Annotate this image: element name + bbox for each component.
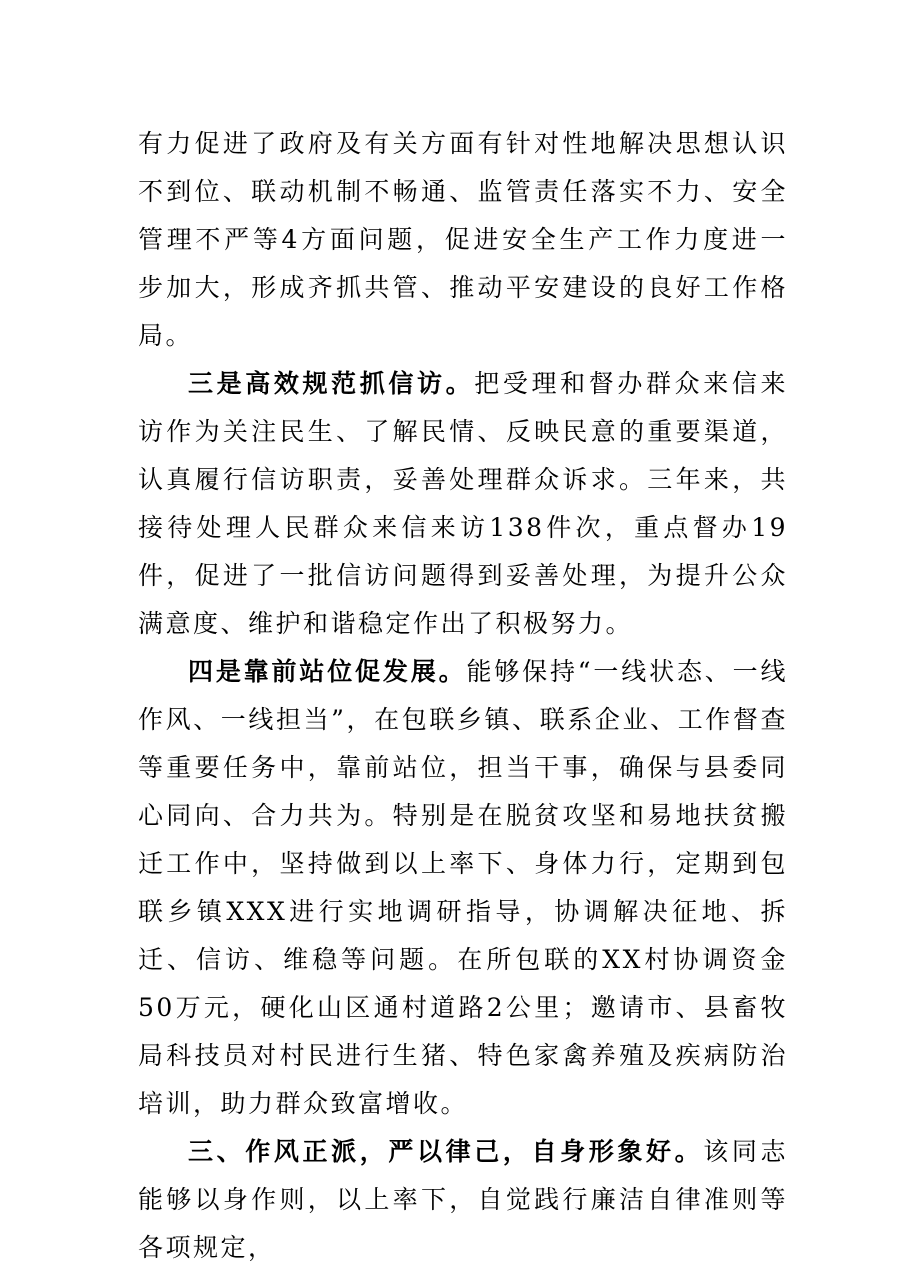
paragraph-text: 把受理和督办群众来信来访作为关注民生、了解民情、反映民意的重要渠道，认真履行信访职责，妥善处理群众诉求。三年来，共接待处理人民群众来信来访138件次，重点督办19件，促进了一批信访问题得到妥善处理，为提升公众满意度、维护和谐稳定作出了积极努力。: [138, 369, 788, 638]
paragraph-continuation: [138, 120, 788, 360]
paragraph-text: 有力促进了政府及有关方面有针对性地解决思想认识不到位、联动机制不畅通、监管责任落实不力、安全管理不严等4方面问题，促进安全生产工作力度进一步加大，形成齐抓共管、推动平安建设的良好工作格局。: [138, 129, 788, 350]
paragraph-lead: 三、作风正派，严以律己，自身形象好。: [188, 1137, 704, 1166]
paragraph-petitions: [138, 360, 788, 648]
paragraph-text: 能够保持“一线状态、一线作风、一线担当”，在包联乡镇、联系企业、工作督查等重要任务中，靠前站位，担当干事，确保与县委同心同向、合力共为。特别是在脱贫攻坚和易地扶贫搬迁工作中，坚持做到以上率下、身体力行，定期到包联乡镇XXX进行实地调研指导，协调解决征地、拆迁、信访、维稳等问题。在所包联的XX村协调资金50万元，硬化山区通村道路2公里；邀请市、县畜牧局科技员对村民进行生猪、特色家禽养殖及疾病防治培训，助力群众致富增收。: [138, 657, 788, 1118]
document-body: [138, 120, 788, 1272]
paragraph-development: [138, 648, 788, 1128]
paragraph-lead: 三是高效规范抓信访。: [188, 369, 475, 398]
paragraph-lead: 四是靠前站位促发展。: [188, 657, 467, 686]
paragraph-conduct: [138, 1128, 788, 1272]
paragraph-text: 该同志能够以身作则，以上率下，自觉践行廉洁自律准则等各项规定，: [138, 1137, 788, 1262]
